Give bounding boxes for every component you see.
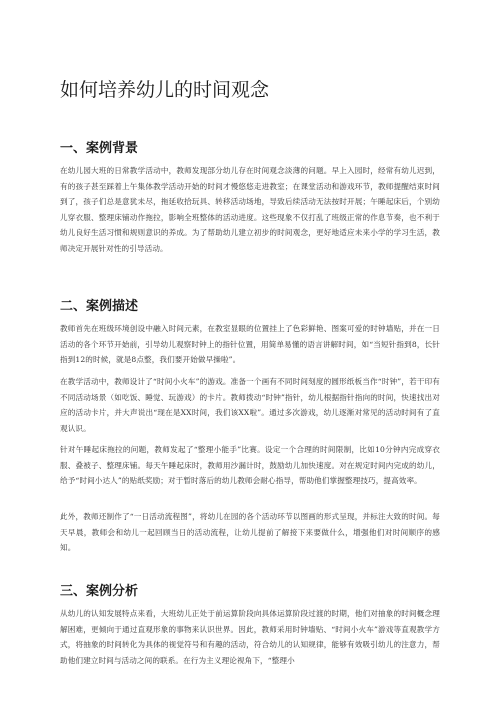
section-heading-analysis: 三、案例分析 [60,584,139,599]
section-heading-description: 二、案例描述 [60,299,139,314]
paragraph-description-1: 教师首先在班级环境创设中融入时间元素，在教室显眼的位置挂上了色彩鲜艳、图案可爱的时钟墙贴，并在一日活动的各个环节开始前，引导幼儿观察时钟上的指针位置，用简单易懂的语言讲解时间，如“当短针指到8，长针指到12的时候，就是8点整，我们要开始做早操啦”。 [60,324,440,364]
paragraph-description-3: 针对午睡起床拖拉的问题，教师发起了“整理小能手”比赛。设定一个合理的时间限制，比如10分钟内完成穿衣服、叠被子、整理床铺。每天午睡起床时，教师用沙漏计时，鼓励幼儿加快速度。对在规定时间内完成的幼儿，给予“时间小达人”的贴纸奖励；对于暂时落后的幼儿教师会耐心指导，帮助他们掌握整理技巧，提高效率。 [60,445,440,485]
paragraph-description-2: 在教学活动中，教师设计了“时间小火车”的游戏。准备一个画有不同时间刻度的圆形纸板当作“时钟”，若干印有不同活动场景（如吃饭、睡觉、玩游戏）的卡片。教师拨动“时钟”指针，幼儿根据指针指向的时间，快速找出对应的活动卡片，并大声说出“现在是XX时间，我们该XX啦”。通过多次游戏，幼儿逐渐对常见的活动时间有了直观认识。 [60,377,440,433]
paragraph-analysis: 从幼儿的认知发展特点来看，大班幼儿正处于前运算阶段向具体运算阶段过渡的时期，他们对抽象的时间概念理解困难，更倾向于通过直观形象的事物来认识世界。因此，教师采用时钟墙贴、“时间小火车”游戏等直观教学方式，将抽象的时间转化为具体的视觉符号和有趣的活动，符合幼儿的认知规律，能够有效吸引幼儿的注意力，帮助他们建立时间与活动之间的联系。在行为主义理论视角下，“整理小 [60,609,440,665]
page-title: 如何培养幼儿的时间观念 [60,79,270,101]
paragraph-description-4: 此外，教师还制作了“一日活动流程图”，将幼儿在园的各个活动环节以图画的形式呈现，并标注大致的时间。每天早晨，教师会和幼儿一起回顾当日的活动流程，让幼儿提前了解接下来要做什么，增强他们对时间顺序的感知。 [60,512,440,552]
paragraph-background: 在幼儿园大班的日常教学活动中，教师发现部分幼儿存在时间观念淡薄的问题。早上入园时，经常有幼儿迟到，有的孩子甚至踩着上午集体教学活动开始的时间才慢悠悠走进教室；在课堂活动和游戏环节，教师提醒结束时间到了，孩子们总是意犹未尽，拖延收拾玩具、转移活动场地，导致后续活动无法按时开展；午睡起床后，个别幼儿穿衣服、整理床铺动作拖拉，影响全班整体的活动进度。这些现象不仅打乱了班级正常的作息节奏，也不利于幼儿良好生活习惯和规则意识的养成。为了帮助幼儿建立初步的时间观念，更好地适应未来小学的学习生活，教师决定开展针对性的引导活动。 [60,166,440,253]
section-heading-background: 一、案例背景 [60,141,139,156]
